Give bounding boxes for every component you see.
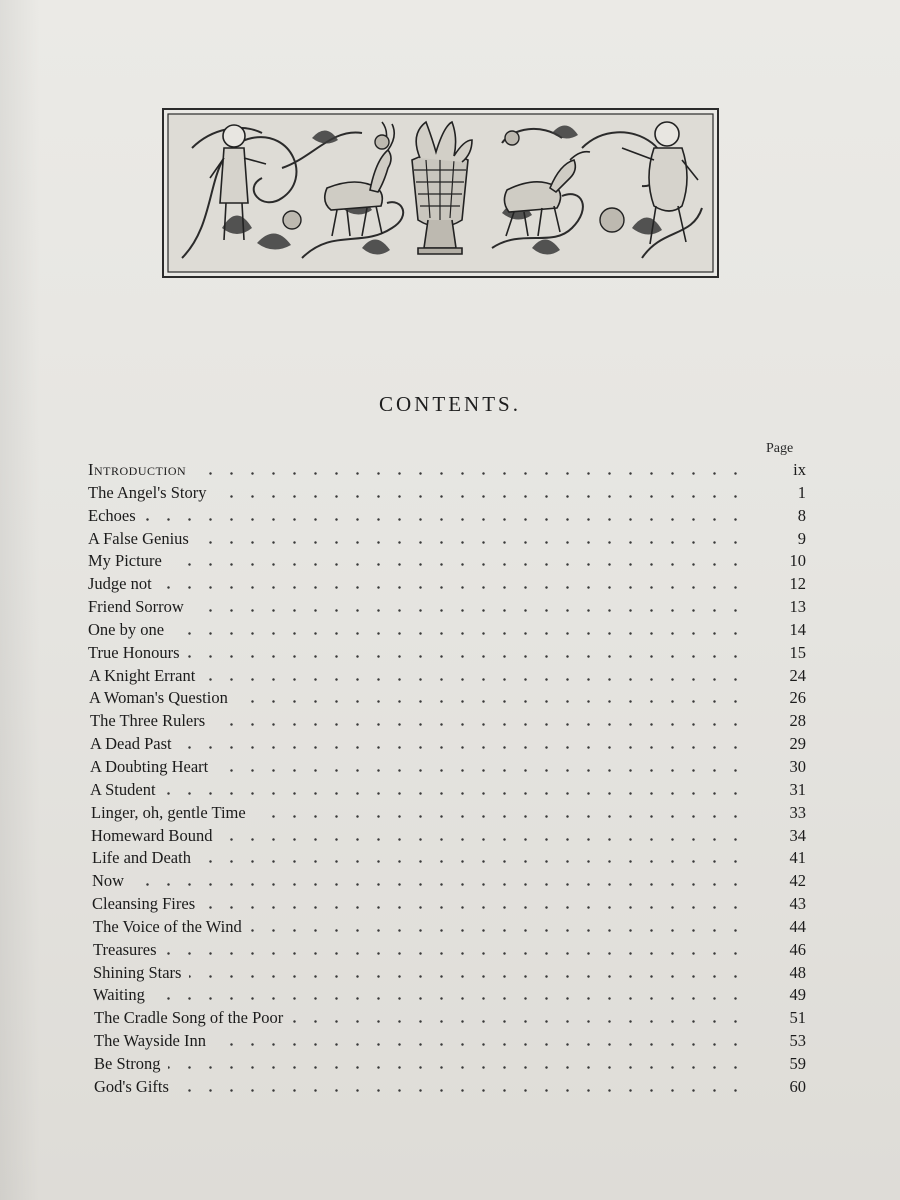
toc-leader-dots — [291, 1020, 746, 1023]
toc-leader-dots — [213, 723, 746, 726]
toc-entry-title: The Three Rulers — [90, 711, 206, 731]
toc-leader-dots — [236, 700, 746, 703]
toc-entry-page-number: 51 — [789, 1008, 806, 1028]
toc-entry-title: My Picture — [88, 551, 162, 571]
toc-entry-page-number: 8 — [797, 505, 806, 525]
toc-leader-dots — [180, 746, 746, 749]
page-column-label: Page — [766, 441, 794, 456]
toc-leader-dots — [199, 860, 746, 863]
toc-entry — [88, 572, 806, 595]
toc-entry-page-number: 41 — [789, 848, 806, 868]
toc-entry-title: The Wayside Inn — [94, 1031, 207, 1051]
toc-entry-page-number: 12 — [789, 574, 806, 594]
toc-entry-page-number: 14 — [789, 619, 806, 639]
toc-leader-dots — [203, 678, 746, 681]
toc-leader-dots — [214, 495, 746, 498]
toc-leader-dots — [168, 1066, 746, 1069]
toc-entry-title: A Dead Past — [90, 734, 172, 754]
toc-entry — [88, 527, 806, 550]
table-of-contents — [88, 458, 806, 1098]
toc-entry-page-number: ix — [793, 460, 806, 479]
toc-entry — [88, 641, 806, 664]
toc-entry-page-number: 59 — [789, 1053, 806, 1073]
toc-entry — [88, 458, 806, 481]
toc-entry-title: True Honours — [88, 642, 180, 662]
toc-entry — [88, 915, 806, 938]
toc-entry-page-number: 53 — [789, 1031, 806, 1051]
toc-entry-title: Friend Sorrow — [88, 597, 184, 617]
toc-leader-dots — [188, 655, 746, 658]
toc-leader-dots — [172, 632, 746, 635]
toc-leader-dots — [197, 541, 746, 544]
toc-leader-dots — [192, 609, 746, 612]
toc-entry-page-number: 42 — [789, 871, 806, 891]
toc-entry-page-number: 30 — [789, 756, 806, 776]
toc-leader-dots — [250, 929, 746, 932]
toc-entry — [88, 618, 806, 641]
toc-entry-title: A Knight Errant — [89, 665, 196, 685]
toc-leader-dots — [132, 883, 746, 886]
toc-entry-title: Shining Stars — [93, 962, 182, 982]
toc-entry-page-number: 34 — [789, 825, 806, 845]
toc-leader-dots — [164, 792, 746, 795]
toc-entry-page-number: 26 — [789, 688, 806, 708]
toc-entry-title: Life and Death — [92, 848, 191, 868]
toc-leader-dots — [170, 563, 746, 566]
toc-entry-title: The Angel's Story — [88, 482, 207, 502]
toc-entry-title: Judge not — [88, 574, 152, 594]
toc-entry — [88, 504, 806, 527]
toc-entry-title: Introduction — [88, 460, 187, 479]
toc-entry-page-number: 10 — [789, 551, 806, 571]
toc-entry — [88, 755, 806, 778]
toc-entry-title: Waiting — [93, 985, 145, 1005]
toc-leader-dots — [203, 906, 746, 909]
toc-entry-title: Linger, oh, gentle Time — [91, 802, 246, 822]
toc-entry-page-number: 33 — [789, 802, 806, 822]
toc-entry — [88, 549, 806, 572]
toc-entry-page-number: 60 — [789, 1076, 806, 1096]
toc-entry-page-number: 44 — [789, 916, 806, 936]
toc-entry-page-number: 29 — [789, 734, 806, 754]
toc-entry-page-number: 46 — [789, 939, 806, 959]
toc-entry-title: A False Genius — [88, 528, 189, 548]
toc-entry-title: A Doubting Heart — [90, 756, 209, 776]
toc-entry-page-number: 9 — [797, 528, 806, 548]
toc-entry-title: Be Strong — [94, 1053, 161, 1073]
toc-entry — [88, 1006, 806, 1029]
toc-entry — [88, 709, 806, 732]
toc-entry — [88, 983, 806, 1006]
toc-entry-title: Homeward Bound — [91, 825, 213, 845]
toc-leader-dots — [216, 769, 746, 772]
toc-entry-title: Echoes — [88, 505, 136, 525]
toc-entry — [88, 595, 806, 618]
toc-entry-title: A Woman's Question — [89, 688, 228, 708]
headpiece-ornament-icon — [162, 108, 719, 278]
toc-leader-dots — [160, 586, 746, 589]
toc-entry-title: The Voice of the Wind — [93, 916, 242, 936]
toc-entry-title: Treasures — [93, 939, 157, 959]
toc-entry-title: A Student — [90, 779, 156, 799]
toc-leader-dots — [189, 975, 746, 978]
toc-entry — [88, 686, 806, 709]
toc-entry-title: God's Gifts — [94, 1076, 169, 1096]
toc-entry — [88, 1075, 806, 1098]
page-gutter-shadow — [0, 0, 40, 1200]
toc-entry-title: One by one — [88, 619, 165, 639]
toc-leader-dots — [177, 1089, 746, 1092]
toc-leader-dots — [194, 472, 746, 475]
toc-entry — [88, 778, 806, 801]
page-title: CONTENTS. — [379, 392, 521, 416]
toc-entry — [88, 869, 806, 892]
toc-entry — [88, 664, 806, 687]
toc-leader-dots — [214, 1043, 746, 1046]
toc-entry-title: Cleansing Fires — [92, 894, 196, 914]
toc-entry-page-number: 24 — [789, 665, 806, 685]
toc-entry-page-number: 48 — [789, 962, 806, 982]
toc-entry-page-number: 49 — [789, 985, 806, 1005]
toc-entry-page-number: 15 — [789, 642, 806, 662]
toc-entry-page-number: 1 — [797, 482, 806, 502]
toc-leader-dots — [165, 952, 746, 955]
toc-entry-page-number: 28 — [789, 711, 806, 731]
toc-entry-page-number: 43 — [789, 894, 806, 914]
toc-entry — [88, 938, 806, 961]
toc-leader-dots — [153, 997, 746, 1000]
toc-entry — [88, 846, 806, 869]
toc-leader-dots — [144, 518, 746, 521]
toc-entry-title: The Cradle Song of the Poor — [94, 1008, 284, 1028]
toc-entry — [88, 1052, 806, 1075]
toc-entry — [88, 961, 806, 984]
toc-entry — [88, 1029, 806, 1052]
toc-leader-dots — [220, 838, 746, 841]
toc-entry — [88, 892, 806, 915]
toc-entry — [88, 481, 806, 504]
toc-entry — [88, 732, 806, 755]
toc-leader-dots — [254, 815, 746, 818]
toc-entry-page-number: 31 — [789, 779, 806, 799]
toc-entry-page-number: 13 — [789, 597, 806, 617]
toc-entry-title: Now — [92, 871, 125, 891]
toc-entry — [88, 824, 806, 847]
toc-entry — [88, 801, 806, 824]
